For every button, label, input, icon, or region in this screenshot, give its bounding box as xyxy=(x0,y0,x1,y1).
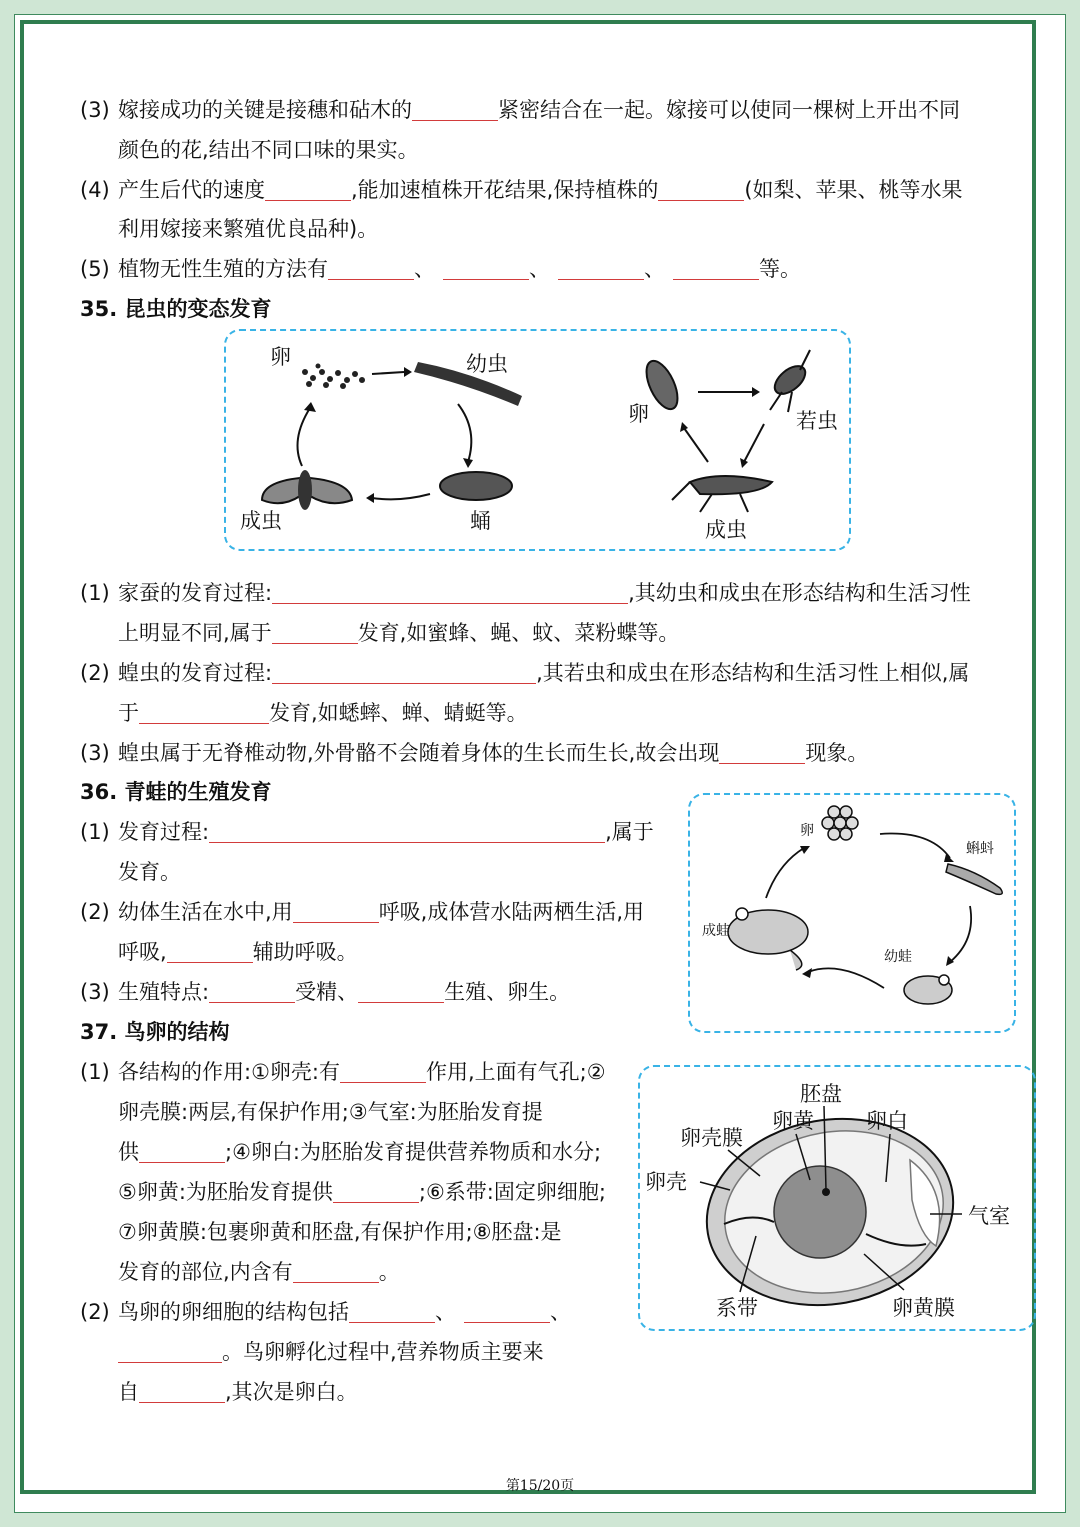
label-locust-adult: 成虫 xyxy=(705,518,747,542)
label-shell: 卵壳 xyxy=(645,1170,687,1194)
label-shell-membrane: 卵壳膜 xyxy=(680,1126,743,1150)
label-chalaza: 系带 xyxy=(716,1296,758,1320)
yolk-shape xyxy=(774,1166,866,1258)
q35-3-line: (3) 蝗虫属于无脊椎动物,外骨骼不会随着身体的生长而生长,故会出现 现象。 xyxy=(80,741,869,765)
q34-4-line2: 利用嫁接来繁殖优良品种)。 xyxy=(118,217,379,241)
q37-1-line4: ⑤卵黄:为胚胎发育提供 ;⑥系带:固定卵细胞; xyxy=(118,1180,606,1204)
label-tadpole: 蝌蚪 xyxy=(966,841,994,857)
section-36-title: 36. 青蛙的生殖发育 xyxy=(80,780,272,804)
q37-1-line2: 卵壳膜:两层,有保护作用;③气室:为胚胎发育提 xyxy=(118,1100,543,1124)
q34-3-line1: (3) 嫁接成功的关键是接穗和砧木的 紧密结合在一起。嫁接可以使同一棵树上开出不同 xyxy=(80,98,960,122)
q37-1-line3: 供 ;④卵白:为胚胎发育提供营养物质和水分; xyxy=(118,1140,602,1164)
q35-1-line2: 上明显不同,属于 发育,如蜜蜂、蝇、蚊、菜粉蝶等。 xyxy=(118,621,680,645)
q36-1-line1: (1) 发育过程: ,属于 xyxy=(80,820,654,844)
label-silk-pupa: 蛹 xyxy=(470,509,491,533)
q34-4-line1: (4) 产生后代的速度 ,能加速植株开花结果,保持植株的 (如梨、苹果、桃等水果 xyxy=(80,178,963,202)
q35-2-line1: (2) 蝗虫的发育过程: ,其若虫和成虫在形态结构和生活习性上相似,属 xyxy=(80,661,970,685)
label-yolk-membrane: 卵黄膜 xyxy=(892,1296,955,1320)
q35-2-line2: 于 发育,如蟋蟀、蝉、蜻蜓等。 xyxy=(118,701,528,725)
q34-3-line2: 颜色的花,结出不同口味的果实。 xyxy=(118,138,419,162)
q37-2-line3: 自 ,其次是卵白。 xyxy=(118,1380,358,1404)
label-germ-disc: 胚盘 xyxy=(800,1082,842,1106)
q37-1-line6: 发育的部位,内含有 。 xyxy=(118,1260,400,1284)
q37-1-line5: ⑦卵黄膜:包裹卵黄和胚盘,有保护作用;⑧胚盘:是 xyxy=(118,1220,562,1244)
label-adult-frog: 成蛙 xyxy=(702,923,730,939)
section-37-title: 37. 鸟卵的结构 xyxy=(80,1020,230,1044)
q37-1-line1: (1) 各结构的作用:①卵壳:有 作用,上面有气孔;② xyxy=(80,1060,606,1084)
q34-5-line: (5) 植物无性生殖的方法有 、 、 、 等。 xyxy=(80,257,801,281)
label-silk-egg: 卵 xyxy=(270,345,291,369)
q36-2-line2: 呼吸, 辅助呼吸。 xyxy=(118,940,358,964)
label-silk-larva: 幼虫 xyxy=(466,352,508,376)
page-number: 第15/20页 xyxy=(505,1478,575,1494)
section-35-title: 35. 昆虫的变态发育 xyxy=(80,297,272,321)
label-air-cell: 气室 xyxy=(968,1204,1010,1228)
q35-1-line1: (1) 家蚕的发育过程: ,其幼虫和成虫在形态结构和生活习性 xyxy=(80,581,971,605)
label-froglet: 幼蛙 xyxy=(884,949,912,965)
label-silk-adult: 成虫 xyxy=(240,509,282,533)
q37-2-line1: (2) 鸟卵的卵细胞的结构包括 、 、 xyxy=(80,1300,571,1324)
q36-1-line2: 发育。 xyxy=(118,860,181,884)
label-locust-egg: 卵 xyxy=(628,402,649,426)
label-albumen: 卵白 xyxy=(866,1109,908,1133)
q36-2-line1: (2) 幼体生活在水中,用 呼吸,成体营水陆两栖生活,用 xyxy=(80,900,645,924)
label-frog-egg: 卵 xyxy=(800,823,814,839)
label-locust-nymph: 若虫 xyxy=(796,409,838,433)
label-yolk: 卵黄 xyxy=(772,1109,814,1133)
q36-3-line: (3) 生殖特点: 受精、 生殖、卵生。 xyxy=(80,980,571,1004)
q37-2-line2: 。鸟卵孵化过程中,营养物质主要来 xyxy=(118,1337,544,1367)
